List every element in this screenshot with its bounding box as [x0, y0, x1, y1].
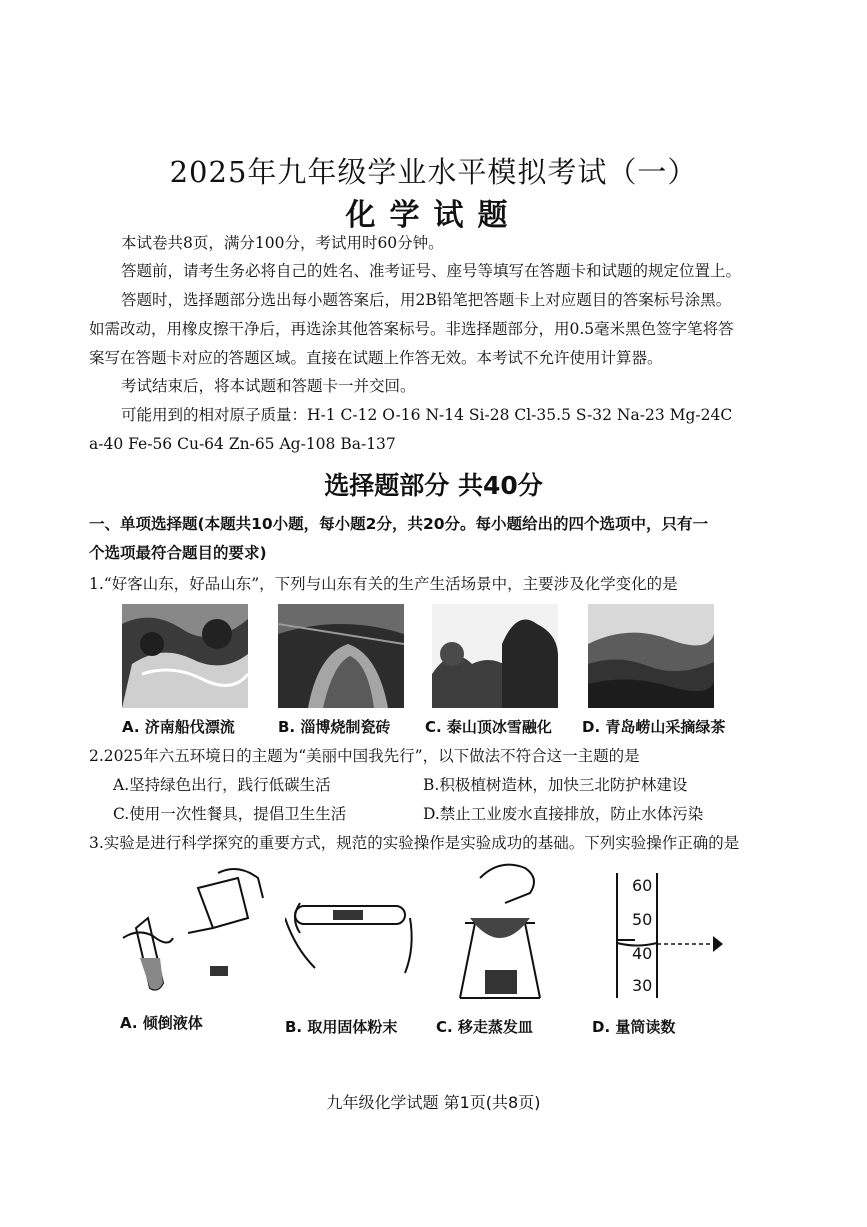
- q2-stem: 2.2025年六五环境日的主题为“美丽中国我先行”，以下做法不符合这一主题的是: [89, 747, 640, 765]
- section-title: 选择题部分 共40分: [324, 471, 543, 500]
- page-title: 2025年九年级学业水平模拟考试（一）: [169, 155, 698, 189]
- q1-stem: 1.“好客山东，好品山东”，下列与山东有关的生产生活场景中，主要涉及化学变化的是: [89, 575, 678, 593]
- q3-illustration-solid-powder: [285, 858, 420, 998]
- q1-photo-kiln: [278, 604, 404, 708]
- q1-option-c: C. 泰山顶冰雪融化: [425, 718, 552, 736]
- instruction-pages: 本试卷共8页，满分100分，考试用时60分钟。: [121, 234, 444, 252]
- q2-option-a: A.坚持绿色出行，践行低碳生活: [113, 776, 331, 794]
- instruction-after: 考试结束后，将本试题和答题卡一并交回。: [121, 377, 416, 395]
- atomic-mass-line-1: 可能用到的相对原子质量：H-1 C-12 O-16 N-14 Si-28 Cl-35.5 S-32 Na-23 Mg-24C: [121, 406, 733, 424]
- cylinder-mark-60: 60: [632, 876, 653, 895]
- q3-option-c: C. 移走蒸发皿: [436, 1018, 533, 1036]
- part-heading-2: 个选项最符合题目的要求): [89, 544, 267, 562]
- atomic-mass-line-2: a-40 Fe-56 Cu-64 Zn-65 Ag-108 Ba-137: [89, 435, 396, 453]
- q1-option-a: A. 济南船伐漂流: [122, 718, 235, 736]
- q1-photo-rafting: [122, 604, 248, 708]
- q2-option-b: B.积极植树造林，加快三北防护林建设: [423, 776, 688, 794]
- q1-option-b: B. 淄博烧制瓷砖: [278, 718, 391, 736]
- q1-photo-tea: [588, 604, 714, 708]
- instruction-during-2: 如需改动，用橡皮擦干净后，再选涂其他答案标号。非选择题部分，用0.5毫米黑色签字笔将答: [89, 320, 734, 338]
- q2-option-c: C.使用一次性餐具，提倡卫生生活: [113, 805, 347, 823]
- instruction-during: 答题时，选择题部分选出每小题答案后，用2B铅笔把答题卡上对应题目的答案标号涂黑。: [121, 291, 732, 309]
- q3-illustration-evaporating-dish: [445, 858, 555, 1006]
- cylinder-mark-30: 30: [632, 976, 653, 995]
- q3-option-b: B. 取用固体粉末: [285, 1018, 398, 1036]
- instruction-during-3: 案写在答题卡对应的答题区域。直接在试题上作答无效。本考试不允许使用计算器。: [89, 349, 663, 367]
- q1-photo-mountain: [432, 604, 558, 708]
- q3-option-d: D. 量筒读数: [592, 1018, 676, 1036]
- page-subtitle: 化学试题: [345, 198, 522, 233]
- q3-stem: 3.实验是进行科学探究的重要方式，规范的实验操作是实验成功的基础。下列实验操作正确的是: [89, 834, 740, 852]
- q3-illustration-pour-liquid: [118, 858, 268, 998]
- cylinder-mark-40: 40: [632, 944, 653, 963]
- q3-option-a: A. 倾倒液体: [120, 1014, 203, 1032]
- page-footer: 九年级化学试题 第1页(共8页): [326, 1093, 541, 1112]
- q3-illustration-graduated-cylinder: [605, 868, 730, 1003]
- instruction-before: 答题前，请考生务必将自己的姓名、准考证号、座号等填写在答题卡和试题的规定位置上。: [121, 262, 742, 280]
- part-heading: 一、单项选择题(本题共10小题，每小题2分，共20分。每小题给出的四个选项中，只有一: [89, 515, 709, 533]
- q1-option-d: D. 青岛崂山采摘绿茶: [582, 718, 726, 736]
- q2-option-d: D.禁止工业废水直接排放，防止水体污染: [423, 805, 704, 823]
- cylinder-mark-50: 50: [632, 910, 653, 929]
